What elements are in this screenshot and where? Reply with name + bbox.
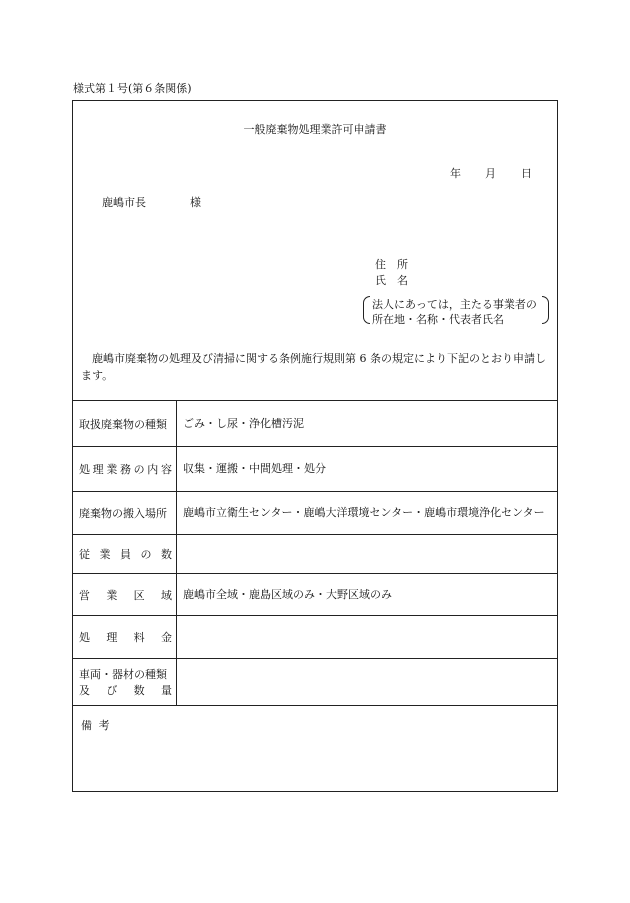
corporate-note [363,296,553,328]
row-value [177,659,558,706]
justified-label: 営 業 区 域 [79,588,172,602]
addressee-honorific: 様 [190,196,201,209]
form-number-label: 様式第１号(第６条関係) [73,82,192,95]
row-value: 鹿嶋市全域・鹿島区域のみ・大野区域のみ [177,574,558,616]
details-table [72,400,558,706]
row-label [73,659,177,706]
remarks-label: 備考 [81,719,117,732]
row-label [73,574,177,616]
applicant-name-label: 氏 名 [375,274,408,287]
row-label-line2: 及 び 数 量 [79,684,172,697]
row-value [177,616,558,659]
row-label [73,447,177,492]
applicant-address-label: 住 所 [375,258,408,271]
date-day-label: 日 [521,167,532,180]
table-row [73,447,558,492]
corporate-note-line2: 所在地・名称・代表者氏名 [372,313,504,326]
row-value: 鹿嶋市立衛生センター・鹿嶋大洋環境センター・鹿嶋市環境浄化センター [177,492,558,535]
table-row [73,401,558,447]
row-label: 取扱廃棄物の種類 [73,401,177,447]
application-form-frame [72,100,558,792]
justified-label: 従 業 員 の 数 [79,548,172,561]
row-label-line1: 車両・器材の種類 [79,668,167,681]
row-label [73,535,177,574]
table-row [73,535,558,574]
row-value: ごみ・し尿・浄化槽汚泥 [177,401,558,447]
row-value: 収集・運搬・中間処理・処分 [177,447,558,492]
addressee-name: 鹿嶋市長 [102,196,146,209]
row-label [73,616,177,659]
form-title: 一般廃棄物処理業許可申請書 [243,123,387,136]
date-year-label: 年 [450,167,461,180]
table-row [73,492,558,535]
justified-label: 処 理 業 務 の 内 容 [79,463,172,476]
table-row [73,616,558,659]
right-bracket [542,296,549,324]
table-row [73,659,558,706]
date-month-label: 月 [485,167,496,180]
left-bracket [363,296,370,324]
application-statement: 鹿嶋市廃棄物の処理及び清掃に関する条例施行規則第 6 条の規定により下記のとおり申請します。 [81,352,546,382]
row-value [177,535,558,574]
table-row [73,574,558,616]
justified-label: 処 理 料 金 [79,631,172,644]
row-label: 廃棄物の搬入場所 [73,492,177,535]
corporate-note-line1: 法人にあっては，主たる事業者の [372,298,537,311]
addressee [102,194,201,210]
